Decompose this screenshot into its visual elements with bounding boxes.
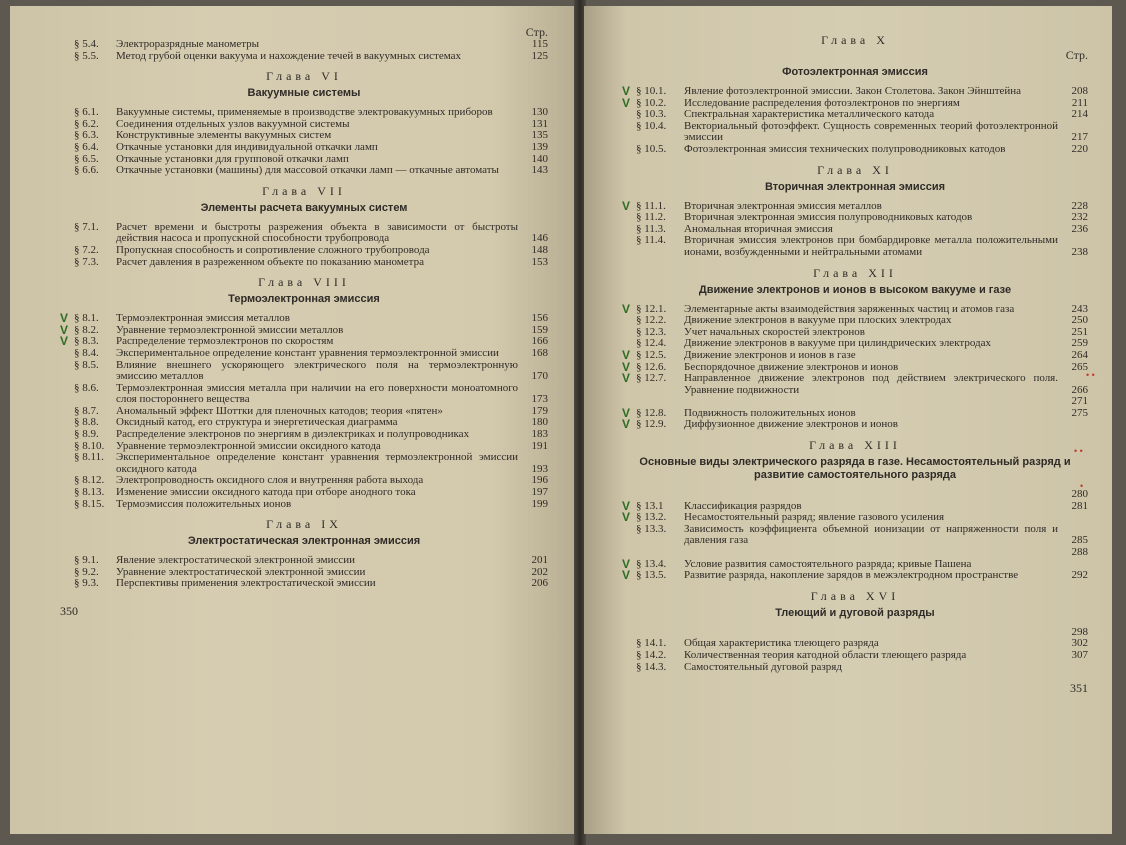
section-page: 236 <box>1071 222 1088 235</box>
section-title: Вторичная эмиссия электронов при бомбардировке металла положительными ионами, возбужденными и нейтральными атомами <box>684 234 1058 258</box>
section-page: 275 <box>1071 406 1088 419</box>
chapter-title: Тлеющий и дуговой разряды <box>775 606 935 619</box>
section-page: 146 <box>531 232 548 245</box>
section-title: Движение электронов в вакууме при цилиндрических электродах <box>684 337 991 350</box>
check-mark-icon <box>622 109 636 121</box>
section-number: § 7.1. <box>74 220 99 233</box>
check-mark-icon <box>622 315 636 327</box>
section-number: § 13.5. <box>636 569 667 582</box>
page-number: 351 <box>1070 681 1088 696</box>
chapter-heading: Глава XII <box>813 265 897 280</box>
check-mark-icon <box>60 348 74 360</box>
section-page: 211 <box>1071 96 1088 109</box>
section-title: Исследование распределения фотоэлектронов по энергиям <box>684 96 960 109</box>
section-title: Аномальная вторичная эмиссия <box>684 222 833 235</box>
toc-entry <box>60 383 548 406</box>
chapter-heading: Глава VI <box>266 69 342 84</box>
section-title: Откачные установки для индивидуальной откачки ламп <box>116 140 378 153</box>
section-page: 206 <box>531 577 548 590</box>
section-number: § 8.5. <box>74 358 99 371</box>
section-page: 285 <box>1071 534 1088 547</box>
section-number: § 12.5. <box>636 348 667 361</box>
section-title: Вторичная электронная эмиссия металлов <box>684 199 882 212</box>
chapter-title: Термоэлектронная эмиссия <box>228 293 380 306</box>
toc-entry <box>60 39 548 51</box>
check-mark-icon: V <box>60 311 69 326</box>
toc-entry <box>60 313 548 325</box>
section-page: 139 <box>531 140 548 153</box>
section-number: § 11.4. <box>636 234 666 247</box>
chapter-title: Вакуумные системы <box>247 87 361 100</box>
section-title: Несамостоятельный разряд; явление газового усиления <box>684 511 945 524</box>
chapter-title: Движение электронов и ионов в высоком вакууме и газе <box>698 283 1012 296</box>
toc-entry <box>60 499 548 511</box>
section-number: § 10.5. <box>636 142 667 155</box>
check-mark-icon: V <box>622 417 631 432</box>
check-mark-icon <box>622 224 636 236</box>
section-title: Уравнение термоэлектронной эмиссии металлов <box>116 323 344 336</box>
chapter-heading: Глава XVI <box>810 588 900 603</box>
section-title: Перспективы применения электростатической эмиссии <box>116 577 376 590</box>
section-number: § 11.3. <box>636 222 666 235</box>
section-title: Уравнение электростатической электронной эмиссии <box>116 565 366 578</box>
toc-entry <box>622 144 1088 156</box>
section-title: Движение электронов и ионов в газе <box>684 348 856 361</box>
section-page: 197 <box>531 486 548 499</box>
check-mark-icon <box>60 441 74 453</box>
toc-entry <box>622 121 1088 144</box>
section-page: 265 <box>1071 360 1088 373</box>
check-mark-icon <box>622 327 636 339</box>
chapter-heading: Глава VII <box>262 183 346 198</box>
section-title: Зависимость коэффициента объемной ионизации от напряженности поля и давления газа <box>684 522 1058 547</box>
toc-chapters <box>622 33 1088 673</box>
check-mark-icon: V <box>622 84 631 98</box>
check-mark-icon: V <box>60 322 69 337</box>
section-page: 148 <box>531 243 548 256</box>
section-page: 125 <box>531 49 548 62</box>
check-mark-icon: V <box>622 510 631 525</box>
section-number: § 13.1 <box>636 499 664 512</box>
check-mark-icon <box>60 417 74 429</box>
toc-entry <box>60 222 548 245</box>
toc-entry <box>622 489 1088 501</box>
section-page: 140 <box>531 152 548 165</box>
section-number: § 8.8. <box>74 416 99 429</box>
section-page: 264 <box>1071 348 1088 361</box>
section-title: Откачные установки (машины) для массовой откачки ламп — откачные автоматы <box>116 164 499 177</box>
check-mark-icon <box>60 119 74 131</box>
page-column-label: Стр. <box>525 25 548 39</box>
check-mark-icon <box>60 499 74 511</box>
check-mark-icon <box>622 638 636 650</box>
toc-entry <box>60 348 548 360</box>
section-title: Векториальный фотоэффект. Сущность современных теорий фотоэлектронной эмиссии <box>684 119 1058 144</box>
toc-entry <box>60 165 548 177</box>
check-mark-icon <box>622 650 636 662</box>
toc-entry <box>60 51 548 63</box>
section-number: § 8.10. <box>74 439 105 452</box>
check-mark-icon: V <box>622 301 631 316</box>
chapter-heading: Глава XIII <box>809 438 901 453</box>
section-number: § 10.1. <box>636 85 667 97</box>
check-mark-icon <box>622 235 636 258</box>
section-number: § 6.4. <box>74 140 99 153</box>
section-number: § 9.3. <box>74 577 99 590</box>
section-title <box>684 489 1058 501</box>
section-title: Подвижность положительных ионов <box>684 406 856 419</box>
section-title: Расчет давления в разреженном объекте по показанию манометра <box>116 255 424 268</box>
check-mark-icon <box>622 121 636 144</box>
section-page: 153 <box>531 255 548 268</box>
section-page: 201 <box>531 554 548 567</box>
section-page: 183 <box>531 428 548 441</box>
section-page: 199 <box>531 497 548 510</box>
check-mark-icon <box>60 360 74 383</box>
section-page: 180 <box>531 416 548 429</box>
check-mark-icon: V <box>60 334 69 349</box>
check-mark-icon: V <box>622 405 631 420</box>
section-number: § 11.2. <box>636 211 666 224</box>
section-number: § 8.6. <box>74 381 99 394</box>
section-number: § 13.4. <box>636 557 667 570</box>
check-mark-icon: V <box>622 347 631 362</box>
section-number: § 12.6. <box>636 360 667 373</box>
check-mark-icon <box>60 452 74 475</box>
section-number: § 8.2. <box>74 323 99 336</box>
section-page: 251 <box>1071 325 1088 338</box>
section-title: Спектральная характеристика металлического катода <box>684 108 935 121</box>
right-page <box>584 6 1112 834</box>
section-number: § 8.9. <box>74 428 99 441</box>
section-number: § 11.1. <box>636 199 666 212</box>
toc-entry <box>60 452 548 475</box>
section-number: § 10.3. <box>636 108 667 121</box>
check-mark-icon <box>60 429 74 441</box>
section-title: Конструктивные элементы вакуумных систем <box>116 129 332 142</box>
check-mark-icon <box>622 212 636 224</box>
section-title: Влияние внешнего ускоряющего электрического поля на термоэлектронную эмиссию металлов <box>116 358 518 383</box>
toc-entry <box>622 347 1088 362</box>
section-title: Экспериментальное определение констант уравнения термоэлектронной эмиссии оксидного катода <box>116 451 518 475</box>
section-page: 173 <box>531 393 548 406</box>
red-ink-mark: • <box>1080 481 1084 491</box>
section-number: § 12.4. <box>636 337 667 350</box>
section-number: § 12.8. <box>636 406 667 419</box>
section-page: 238 <box>1071 245 1088 258</box>
section-number: § 6.3. <box>74 129 99 142</box>
check-mark-icon <box>622 662 636 674</box>
toc-entry <box>60 578 548 590</box>
section-title: Развитие разряда, накопление зарядов в межэлектродном пространстве <box>684 569 1019 582</box>
left-page <box>10 6 576 834</box>
section-page: 156 <box>531 312 548 325</box>
section-title: Термоэлектронная эмиссия металлов <box>116 312 290 325</box>
chapter-title: Фотоэлектронная эмиссия <box>782 66 928 78</box>
section-number: § 5.4. <box>74 38 99 50</box>
check-mark-icon: V <box>622 359 631 374</box>
toc-entry <box>60 257 548 269</box>
check-mark-icon <box>60 39 74 51</box>
section-title: Изменение эмиссии оксидного катода при отборе анодного тока <box>116 486 416 499</box>
section-number: § 8.4. <box>74 346 99 359</box>
section-page: 214 <box>1071 108 1088 121</box>
section-page: 217 <box>1071 131 1088 144</box>
section-number: § 8.15. <box>74 497 105 510</box>
check-mark-icon: V <box>622 198 631 213</box>
section-title <box>684 547 1058 559</box>
section-title: Вакуумные системы, применяемые в производстве электровакуумных приборов <box>116 106 493 119</box>
section-page: 259 <box>1071 337 1088 350</box>
section-title: Самостоятельный дуговой разряд <box>684 660 842 673</box>
section-title: Вторичная электронная эмиссия полупроводниковых катодов <box>684 211 973 224</box>
toc-entry <box>622 650 1088 662</box>
section-page: 202 <box>531 565 548 578</box>
check-mark-icon <box>60 165 74 177</box>
section-title: Направленное движение электронов под действием электрического поля. Уравнение подвижности <box>684 372 1058 396</box>
section-title: Распределение электронов по энергиям в диэлектриках и полупроводниках <box>116 428 470 441</box>
section-title: Термоэмиссия положительных ионов <box>116 497 292 510</box>
section-number: § 8.3. <box>74 335 99 348</box>
section-page: 115 <box>531 38 548 50</box>
section-number: § 7.2. <box>74 243 99 256</box>
toc-chapters <box>60 69 548 590</box>
chapter-heading: Глава IX <box>266 517 342 532</box>
section-number: § 13.3. <box>636 522 667 535</box>
check-mark-icon <box>60 245 74 257</box>
check-mark-icon <box>60 578 74 590</box>
toc-entry <box>60 360 548 383</box>
chapter-title: Элементы расчета вакуумных систем <box>200 201 408 214</box>
section-page: 302 <box>1071 637 1088 650</box>
toc-entry <box>60 245 548 257</box>
section-page: 191 <box>531 439 548 452</box>
check-mark-icon: V <box>622 498 631 513</box>
section-number: § 5.5. <box>74 49 99 62</box>
check-mark-icon <box>622 144 636 156</box>
check-mark-icon <box>60 51 74 63</box>
section-number: § 12.1. <box>636 302 667 315</box>
section-number <box>636 547 684 559</box>
red-ink-mark: • • <box>1086 370 1095 380</box>
chapter-heading: Глава X <box>821 33 889 47</box>
section-title: Распределение термоэлектронов по скоростям <box>116 335 334 348</box>
section-number <box>636 489 684 501</box>
section-number: § 10.2. <box>636 96 667 109</box>
section-title: Соединения отдельных узлов вакуумной системы <box>116 117 350 130</box>
section-number: § 14.3. <box>636 660 667 673</box>
section-title: Диффузионное движение электронов и ионов <box>684 418 898 431</box>
section-page: 307 <box>1071 649 1088 661</box>
page-number: 350 <box>60 604 78 618</box>
page-column-label: Стр. <box>1065 48 1088 62</box>
check-mark-icon <box>60 107 74 119</box>
toc-entry <box>60 487 548 499</box>
check-mark-icon <box>60 555 74 567</box>
section-page: 292 <box>1071 569 1088 582</box>
section-title: Элементарные акты взаимодействия заряженных частиц и атомов газа <box>684 302 1015 315</box>
toc-entry <box>622 419 1088 431</box>
section-title: Классификация разрядов <box>684 499 802 512</box>
section-number: § 10.4. <box>636 119 667 132</box>
check-mark-icon <box>60 383 74 406</box>
chapter-title: Основные виды электрического разряда в газе. Несамостоятельный разряд и развитие самостоятельного разряда <box>639 456 1071 482</box>
section-page: 220 <box>1071 142 1088 155</box>
section-title: Аномальный эффект Шоттки для пленочных катодов; теория «пятен» <box>116 404 443 417</box>
check-mark-icon: V <box>622 371 631 386</box>
section-page: 232 <box>1071 211 1088 224</box>
toc-entry <box>622 235 1088 258</box>
section-page: 298 <box>1071 625 1088 638</box>
section-page: 130 <box>531 106 548 119</box>
section-title: Оксидный катод, его структура и энергетическая диаграмма <box>116 416 398 429</box>
section-number: § 6.1. <box>74 106 99 119</box>
section-title: Электропроводность оксидного слоя и внутренняя работа выхода <box>116 474 424 487</box>
chapter-title: Вторичная электронная эмиссия <box>764 180 946 193</box>
section-number: § 13.2. <box>636 511 667 524</box>
section-title: Общая характеристика тлеющего разряда <box>684 637 879 650</box>
section-title: Метод грубой оценки вакуума и нахождение течей в вакуумных системах <box>116 49 461 62</box>
section-number: § 14.1. <box>636 637 667 650</box>
section-title: Откачные установки для групповой откачки ламп <box>116 152 349 165</box>
check-mark-icon <box>60 142 74 154</box>
section-page: 166 <box>531 335 548 348</box>
chapter-heading: Глава VIII <box>258 275 350 290</box>
section-title: Условие развития самостоятельного разряда; кривые Пашена <box>684 557 972 570</box>
section-number: § 6.2. <box>74 117 99 130</box>
check-mark-icon <box>60 567 74 579</box>
section-title: Движение электронов в вакууме при плоских электродах <box>684 314 952 327</box>
check-mark-icon <box>60 154 74 166</box>
section-page: 168 <box>531 346 548 359</box>
check-mark-icon <box>60 475 74 487</box>
toc-entry <box>622 524 1088 547</box>
section-title: Электроразрядные манометры <box>116 38 260 50</box>
section-number: § 12.7. <box>636 372 667 385</box>
section-number: § 8.7. <box>74 404 99 417</box>
section-title: Явление фотоэлектронной эмиссии. Закон Столетова. Закон Эйнштейна <box>684 85 1022 97</box>
section-title: Беспорядочное движение электронов и ионов <box>684 360 899 373</box>
section-title: Фотоэлектронная эмиссия технических полупроводниковых катодов <box>684 142 1006 155</box>
check-mark-icon: V <box>622 95 631 110</box>
toc-entry <box>622 662 1088 674</box>
section-number: § 8.12. <box>74 474 105 487</box>
section-page: 271 <box>1071 395 1088 408</box>
toc-pre <box>60 39 548 62</box>
section-title: Термоэлектронная эмиссия металла при наличии на его поверхности моноатомного слоя постороннего вещества <box>116 381 518 406</box>
section-title: Количественная теория катодной области тлеющего разряда <box>684 649 967 661</box>
toc-entry <box>60 429 548 441</box>
section-number: § 12.2. <box>636 314 667 327</box>
section-page: 193 <box>531 462 548 475</box>
toc-entry <box>60 142 548 154</box>
section-page: 280 <box>1071 488 1088 501</box>
section-page: 170 <box>531 370 548 383</box>
section-page: 243 <box>1071 302 1088 315</box>
check-mark-icon <box>60 257 74 269</box>
check-mark-icon <box>622 627 636 639</box>
chapter-title: Электростатическая электронная эмиссия <box>187 535 421 548</box>
check-mark-icon <box>60 222 74 245</box>
check-mark-icon <box>60 130 74 142</box>
section-number: § 7.3. <box>74 255 99 268</box>
section-number: § 8.13. <box>74 486 105 499</box>
toc-entry <box>622 86 1088 98</box>
red-ink-mark: • • <box>1074 446 1083 456</box>
section-page: 179 <box>531 404 548 417</box>
check-mark-icon: V <box>622 568 631 583</box>
section-page: 135 <box>531 129 548 142</box>
check-mark-icon <box>622 524 636 547</box>
section-page: 281 <box>1071 499 1088 512</box>
section-page: 228 <box>1071 199 1088 212</box>
section-number: § 9.1. <box>74 554 99 567</box>
check-mark-icon <box>60 487 74 499</box>
section-page: 131 <box>531 117 548 130</box>
section-page: 208 <box>1071 85 1088 97</box>
section-title: Расчет времени и быстроты разрежения объекта в зависимости от быстроты действия насоса и пропускной способности трубопровода <box>116 220 518 245</box>
section-page: 196 <box>531 474 548 487</box>
section-number: § 14.2. <box>636 649 667 661</box>
section-number: § 9.2. <box>74 565 99 578</box>
section-page: 143 <box>531 164 548 177</box>
section-number: § 8.1. <box>74 312 99 325</box>
check-mark-icon <box>60 406 74 418</box>
section-page: 159 <box>531 323 548 336</box>
section-number: § 6.5. <box>74 152 99 165</box>
section-number: § 12.3. <box>636 325 667 338</box>
section-title: Пропускная способность и сопротивление сложного трубопровода <box>116 243 430 256</box>
section-title: Экспериментальное определение констант уравнения термоэлектронной эмиссии <box>116 346 499 359</box>
section-title: Уравнение термоэлектронной эмиссии оксидного катода <box>116 439 381 452</box>
section-number: § 12.9. <box>636 418 667 431</box>
toc-entry <box>622 570 1088 582</box>
section-title: Явление электростатической электронной эмиссии <box>116 554 356 567</box>
toc-entry <box>622 315 1088 327</box>
chapter-heading: Глава XI <box>817 162 893 177</box>
check-mark-icon: V <box>622 556 631 571</box>
toc-entry <box>622 547 1088 559</box>
section-page: 288 <box>1071 546 1088 559</box>
section-page: 266 <box>1071 383 1088 396</box>
toc-entry <box>622 212 1088 224</box>
section-number: § 8.11. <box>74 451 104 464</box>
section-page: 250 <box>1071 314 1088 327</box>
toc-entry <box>622 373 1088 396</box>
section-number: § 6.6. <box>74 164 99 177</box>
section-title: Учет начальных скоростей электронов <box>684 325 865 338</box>
